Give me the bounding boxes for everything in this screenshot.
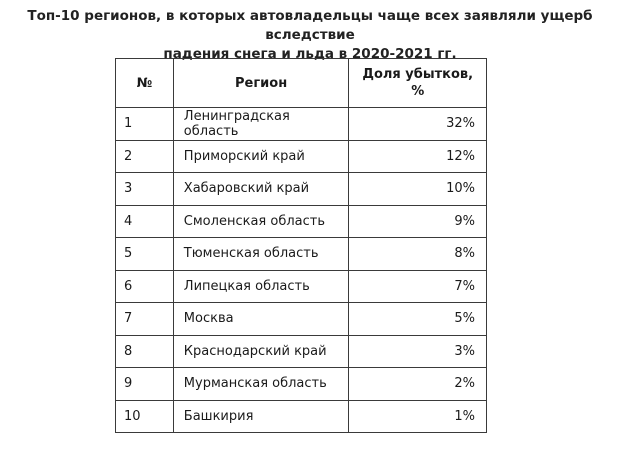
row-region: Башкирия bbox=[173, 400, 349, 433]
page-title bbox=[0, 7, 620, 64]
row-share: 1% bbox=[349, 400, 487, 433]
table-row bbox=[116, 173, 487, 206]
row-share: 2% bbox=[349, 368, 487, 401]
row-region: Москва bbox=[173, 303, 349, 336]
header-share-line-2: % bbox=[411, 84, 425, 99]
row-region: Тюменская область bbox=[173, 238, 349, 271]
table-row bbox=[116, 205, 487, 238]
row-num: 7 bbox=[116, 303, 174, 336]
row-share: 5% bbox=[349, 303, 487, 336]
row-share: 32% bbox=[349, 108, 487, 141]
title-line-1: Топ-10 регионов, в которых автовладельцы чаще всех заявляли ущерб вследствие bbox=[27, 8, 593, 43]
table-row bbox=[116, 335, 487, 368]
header-share bbox=[349, 59, 487, 108]
row-share: 12% bbox=[349, 140, 487, 173]
header-num: № bbox=[116, 59, 174, 108]
regions-table bbox=[115, 58, 487, 433]
table-row bbox=[116, 368, 487, 401]
row-num: 5 bbox=[116, 238, 174, 271]
table-row bbox=[116, 303, 487, 336]
title-line-2: падения снега и льда в 2020-2021 гг. bbox=[163, 46, 457, 62]
row-region: Краснодарский край bbox=[173, 335, 349, 368]
row-num: 2 bbox=[116, 140, 174, 173]
row-num: 10 bbox=[116, 400, 174, 433]
table-row bbox=[116, 400, 487, 433]
row-share: 10% bbox=[349, 173, 487, 206]
row-region: Приморский край bbox=[173, 140, 349, 173]
row-num: 4 bbox=[116, 205, 174, 238]
table-row bbox=[116, 270, 487, 303]
table-row bbox=[116, 238, 487, 271]
row-region: Мурманская область bbox=[173, 368, 349, 401]
header-share-line-1: Доля убытков, bbox=[362, 67, 474, 82]
row-region: Липецкая область bbox=[173, 270, 349, 303]
row-num: 9 bbox=[116, 368, 174, 401]
row-num: 8 bbox=[116, 335, 174, 368]
row-share: 3% bbox=[349, 335, 487, 368]
row-num: 1 bbox=[116, 108, 174, 141]
row-share: 7% bbox=[349, 270, 487, 303]
row-num: 3 bbox=[116, 173, 174, 206]
table-header-row bbox=[116, 59, 487, 108]
table-row bbox=[116, 140, 487, 173]
row-share: 8% bbox=[349, 238, 487, 271]
header-region: Регион bbox=[173, 59, 349, 108]
row-region: Смоленская область bbox=[173, 205, 349, 238]
row-num: 6 bbox=[116, 270, 174, 303]
row-region: Ленинградская область bbox=[173, 108, 349, 141]
row-share: 9% bbox=[349, 205, 487, 238]
table-row bbox=[116, 108, 487, 141]
row-region: Хабаровский край bbox=[173, 173, 349, 206]
